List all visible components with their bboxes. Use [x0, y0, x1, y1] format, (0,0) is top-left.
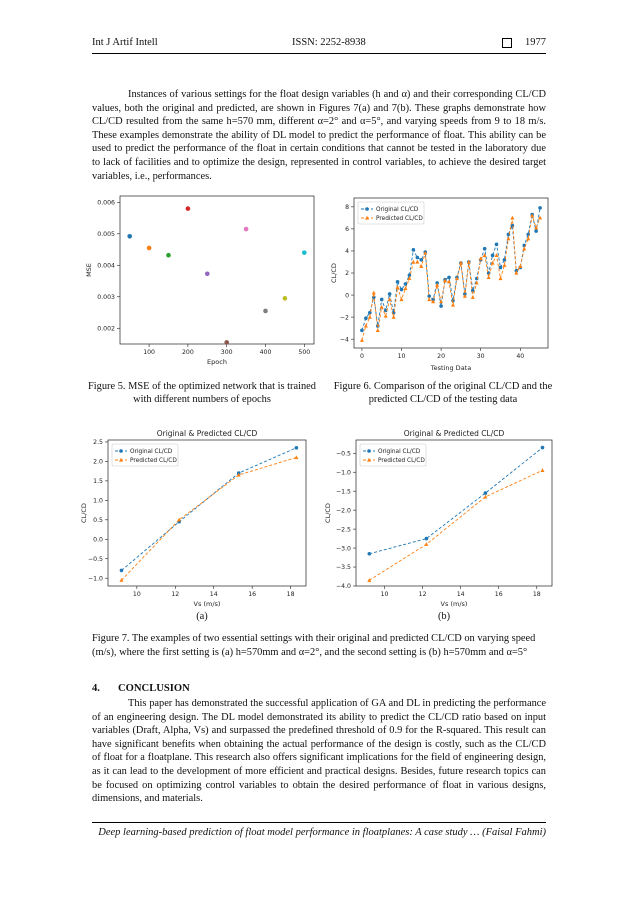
data-point — [384, 314, 388, 318]
y-axis-label: CL/CD — [324, 503, 332, 523]
section-heading — [92, 683, 190, 694]
figure-6-chart — [328, 188, 556, 374]
y-tick-label: −3.0 — [335, 545, 351, 553]
data-point — [483, 247, 487, 251]
data-point — [388, 292, 392, 296]
y-tick-label: 0.006 — [97, 199, 115, 207]
y-tick-label: 0.003 — [97, 293, 115, 301]
page-number: 1977 — [525, 37, 546, 48]
legend-label: Original CL/CD — [376, 207, 419, 213]
y-tick-label: 1.0 — [93, 497, 103, 505]
page-footer: Deep learning-based prediction of float model performance in floatplanes: A case study … (Faisal Fahmi) — [92, 822, 546, 838]
data-point — [380, 305, 384, 309]
data-point — [364, 324, 368, 328]
data-point — [360, 329, 364, 333]
data-point — [368, 315, 372, 319]
data-point — [439, 304, 443, 308]
x-tick-label: 18 — [286, 591, 295, 598]
conclusion-paragraph: This paper has demonstrated the successful application of GA and DL in predicting the performance of an engineering design. The DL model demonstrated its ability to predict the CL/CD ratio based on input variables (Draft, Alpha, Vs) and surpassed the predefined threshold of 0.9 for the R-squared. This result can have significant benefits when obtaining the actual performance of the design is costly, such as the CL/CD of float for a floatplane. This research also offers significant implications for the field of engineering design, as it can lead to the development of more efficient and practical designs. Besides, future research topics can be focused on optimizing control variables to obtain the desired performance of float in various designs, dimensions, and materials. — [92, 698, 546, 805]
y-tick-label: 0.0 — [93, 536, 103, 544]
y-tick-label: 4 — [345, 248, 349, 256]
y-tick-label: 2.5 — [93, 439, 103, 447]
scatter-point — [186, 206, 191, 211]
data-point — [400, 288, 404, 292]
x-tick-label: 100 — [143, 349, 156, 356]
figure-7b-chart — [322, 424, 562, 610]
x-tick-label: 12 — [418, 591, 427, 598]
x-tick-label: 10 — [397, 353, 406, 360]
data-point — [471, 295, 475, 299]
data-point — [416, 256, 420, 260]
y-tick-label: 8 — [345, 204, 349, 212]
journal-name: Int J Artif Intell — [92, 37, 158, 48]
data-point — [392, 315, 396, 319]
scatter-point — [224, 340, 229, 345]
data-point — [495, 243, 499, 247]
figure-7a-label: (a) — [196, 611, 208, 622]
chart-title: Original & Predicted CL/CD — [156, 429, 258, 438]
data-point — [424, 542, 428, 546]
y-tick-label: −4.0 — [335, 583, 351, 591]
y-tick-label: −4 — [339, 336, 349, 344]
data-point — [483, 495, 487, 499]
x-axis-label: Vs (m/s) — [193, 600, 221, 608]
data-point — [498, 276, 502, 280]
legend-marker — [119, 449, 123, 453]
data-point — [400, 297, 404, 301]
data-point — [367, 578, 371, 582]
data-point — [534, 229, 538, 233]
scatter-point — [263, 309, 268, 314]
data-point — [518, 264, 522, 268]
legend-label: Predicted CL/CD — [130, 458, 177, 464]
data-point — [412, 248, 416, 252]
chart-title: Original & Predicted CL/CD — [403, 429, 505, 438]
figure-7-caption: Figure 7. The examples of two essential settings with their original and predicted CL/CD on varying speed (m/s), where the first setting is (a) h=570mm and α=2°, and the second setting is (b) h=570mm and α=5° — [92, 633, 536, 658]
legend-label: Original CL/CD — [378, 449, 421, 455]
data-point — [120, 569, 124, 573]
data-point — [380, 298, 384, 302]
page-header — [92, 37, 546, 54]
data-point — [541, 446, 545, 450]
data-point — [396, 285, 400, 289]
x-axis-label: Testing Data — [430, 364, 472, 372]
y-tick-label: 0.002 — [97, 325, 115, 333]
x-tick-label: 300 — [220, 349, 233, 356]
figure-5-chart — [82, 188, 322, 368]
y-tick-label: −1.0 — [335, 469, 351, 477]
data-point — [415, 260, 419, 264]
y-tick-label: −1.0 — [87, 575, 103, 583]
data-point — [404, 282, 408, 286]
scatter-point — [302, 250, 307, 255]
x-tick-label: 30 — [476, 353, 485, 360]
legend-label: Original CL/CD — [130, 449, 173, 455]
y-tick-label: 6 — [345, 226, 349, 234]
data-point — [368, 552, 372, 556]
data-point — [396, 280, 400, 284]
x-tick-label: 40 — [516, 353, 525, 360]
x-tick-label: 200 — [181, 349, 194, 356]
x-tick-label: 18 — [532, 591, 541, 598]
x-tick-label: 10 — [380, 591, 389, 598]
section-title: CONCLUSION — [118, 683, 190, 694]
plot-frame — [120, 196, 314, 344]
x-tick-label: 12 — [171, 591, 180, 598]
y-tick-label: 0.005 — [97, 230, 115, 238]
data-point — [425, 537, 429, 541]
figure-7b-label: (b) — [437, 611, 451, 622]
data-point — [294, 455, 298, 459]
data-point — [447, 276, 451, 280]
series-line — [122, 458, 297, 581]
y-tick-label: 0.004 — [97, 262, 115, 270]
scatter-point — [244, 227, 249, 232]
y-tick-label: −2.5 — [335, 526, 351, 534]
series-line — [369, 470, 542, 580]
y-axis-label: MSE — [85, 263, 93, 277]
section-number: 4. — [92, 683, 100, 694]
y-tick-label: 0 — [345, 292, 349, 300]
data-point — [540, 468, 544, 472]
y-tick-label: −0.5 — [335, 450, 351, 458]
data-point — [484, 491, 488, 495]
y-tick-label: 0.5 — [93, 517, 103, 525]
legend-label: Predicted CL/CD — [376, 216, 423, 222]
y-axis-label: CL/CD — [330, 263, 338, 283]
scatter-point — [283, 296, 288, 301]
issn: ISSN: 2252-8938 — [292, 37, 366, 48]
data-point — [526, 233, 530, 237]
data-point — [360, 338, 364, 342]
figure-6-caption: Figure 6. Comparison of the original CL/CD and the predicted CL/CD of the testing data — [333, 381, 553, 405]
y-tick-label: 2 — [345, 270, 349, 278]
scatter-point — [147, 246, 152, 251]
y-axis-label: CL/CD — [80, 503, 88, 523]
y-tick-label: −3.5 — [335, 564, 351, 572]
x-tick-label: 14 — [209, 591, 218, 598]
data-point — [491, 254, 495, 258]
scatter-point — [166, 253, 171, 258]
data-point — [372, 291, 376, 295]
legend-marker — [365, 207, 369, 211]
y-tick-label: −0.5 — [87, 555, 103, 563]
data-point — [419, 264, 423, 268]
data-point — [376, 328, 380, 332]
data-point — [510, 216, 514, 220]
x-tick-label: 20 — [437, 353, 446, 360]
x-tick-label: 10 — [132, 591, 141, 598]
x-tick-label: 14 — [456, 591, 465, 598]
y-tick-label: 2.0 — [93, 458, 103, 466]
legend-marker — [367, 449, 371, 453]
data-point — [403, 286, 407, 290]
data-point — [295, 446, 299, 450]
y-tick-label: −2.0 — [335, 507, 351, 515]
intro-paragraph: Instances of various settings for the float design variables (h and α) and their corresponding CL/CD values, both the original and predicted, are shown in Figures 7(a) and 7(b). These graphs demonstrate how CL/CD resulted from the same h=570 mm, different α=2° and α=5°, and varying speeds from 9 to 18 m/s. These examples demonstrate the ability of DL model to predict the performance of float. This ability can be used to predict the performance of the float in certain conditions that cannot be tested in the laboratory due to lack of facilities and to optimize the design, represented in control variables, to achieve the desired target variables, i.e., performances. — [92, 89, 546, 182]
scatter-point — [205, 271, 210, 276]
data-point — [451, 303, 455, 307]
figure-7a-chart — [78, 424, 316, 610]
data-point — [502, 263, 506, 267]
y-tick-label: 1.5 — [93, 478, 103, 486]
x-axis-label: Epoch — [207, 358, 227, 366]
x-tick-label: 500 — [298, 349, 311, 356]
x-tick-label: 16 — [494, 591, 503, 598]
data-point — [427, 297, 431, 301]
figure-5-caption: Figure 5. MSE of the optimized network that is trained with different numbers of epochs — [88, 381, 316, 405]
data-point — [538, 206, 542, 210]
legend-label: Predicted CL/CD — [378, 458, 425, 464]
data-point — [522, 247, 526, 251]
x-axis-label: Vs (m/s) — [440, 600, 468, 608]
scatter-point — [127, 234, 132, 239]
x-tick-label: 16 — [248, 591, 257, 598]
data-point — [487, 275, 491, 279]
x-tick-label: 0 — [359, 353, 364, 360]
y-tick-label: −2 — [339, 314, 349, 322]
data-point — [506, 237, 510, 241]
x-tick-label: 400 — [259, 349, 272, 356]
checkbox-square-icon — [502, 38, 512, 48]
y-tick-label: −1.5 — [335, 488, 351, 496]
data-point — [364, 316, 368, 320]
